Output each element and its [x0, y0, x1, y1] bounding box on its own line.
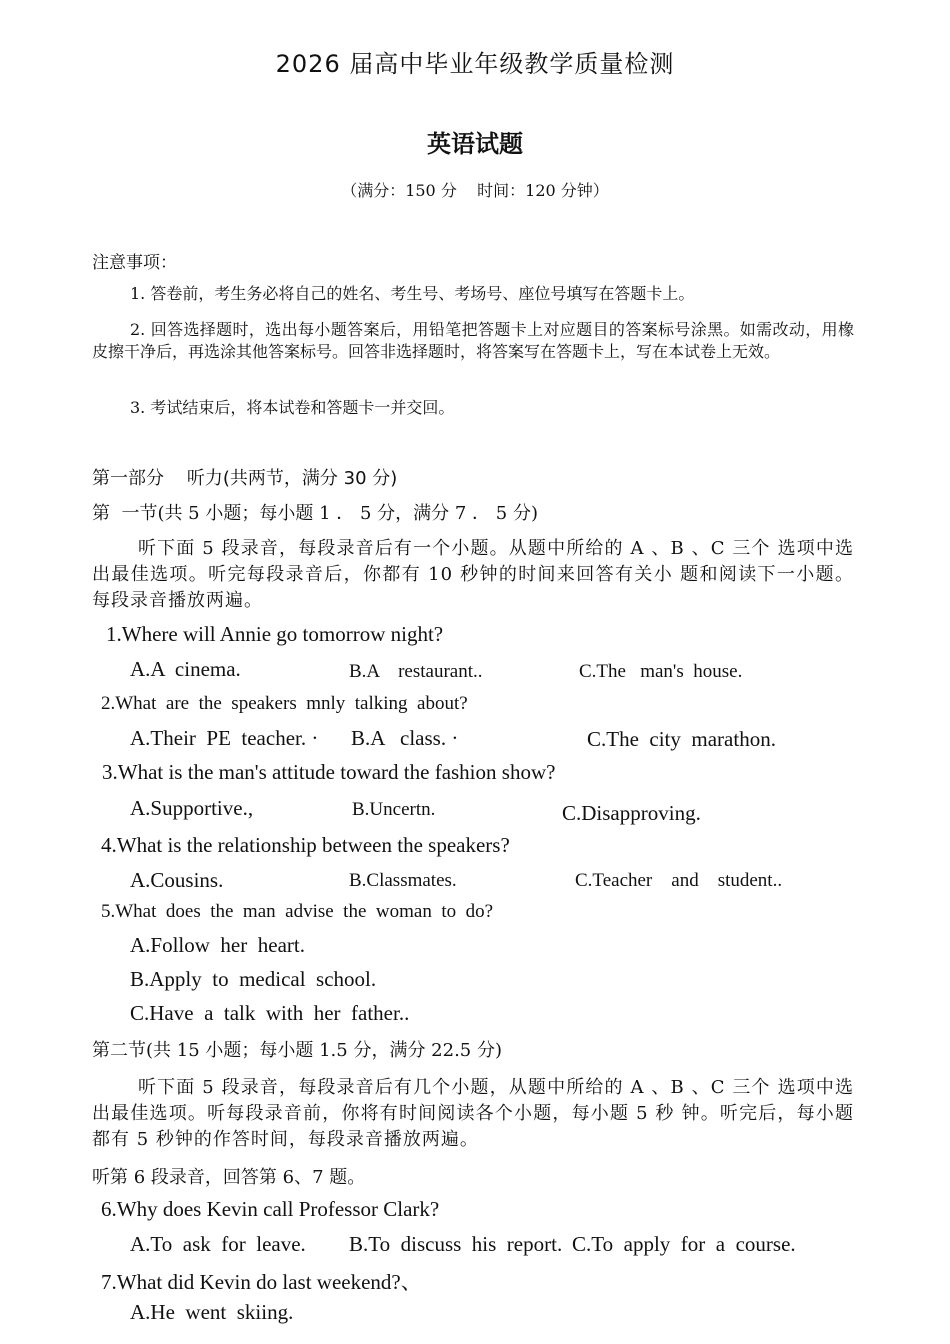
notice-item-2: 2. 回答选择题时，选出每小题答案后，用铅笔把答题卡上对应题目的答案标号涂黑。如需改动，用橡皮擦干净后，再选涂其他答案标号。回答非选择题时，将答案写在答题卡上，写在本试卷上无效。 [92, 320, 854, 361]
question-3-option-a[interactable]: A.Supportive., [130, 796, 254, 820]
part1-heading: 第一部分 听力(共两节，满分 30 分) [92, 468, 398, 489]
question-4-option-c[interactable]: C.Teacher and student.. [575, 870, 783, 891]
question-1-option-a[interactable]: A.A cinema. [130, 657, 241, 681]
notice-heading: 注意事项： [92, 253, 177, 273]
question-2-option-a[interactable]: A.Their PE teacher. · [130, 726, 319, 750]
subject-title: 英语试题 [427, 130, 523, 158]
question-6-option-b[interactable]: B.To discuss his report. [349, 1232, 563, 1256]
group-intro: 听第 6 段录音，回答第 6、7 题。 [92, 1167, 366, 1188]
question-6-option-c[interactable]: C.To apply for a course. [572, 1232, 796, 1256]
question-1-option-c[interactable]: C.The man's house. [579, 661, 743, 682]
question-3-option-c[interactable]: C.Disapproving. [562, 801, 701, 825]
question-1-option-b[interactable]: B.A restaurant.. [349, 661, 483, 682]
question-6-option-a[interactable]: A.To ask for leave. [130, 1232, 306, 1256]
question-3-option-b[interactable]: B.Uncertn. [352, 799, 436, 820]
question-2-option-c[interactable]: C.The city marathon. [587, 727, 776, 751]
score-time: （满分：150 分 时间：120 分钟） [341, 181, 609, 200]
exam-title: 2026 届高中毕业年级教学质量检测 [275, 50, 675, 78]
question-1-stem: 1.Where will Annie go tomorrow night? [106, 622, 444, 646]
notice-item-3: 3. 考试结束后，将本试卷和答题卡一并交回。 [130, 398, 455, 417]
question-5-stem: 5.What does the man advise the woman to do? [101, 901, 494, 922]
section1-heading: 第 一节(共 5 小题；每小题 1 ． 5 分，满分 7 ． 5 分) [92, 503, 538, 524]
question-3-stem: 3.What is the man's attitude toward the fashion show? [102, 760, 556, 784]
question-4-option-a[interactable]: A.Cousins. [130, 868, 224, 892]
section2-instructions: 听下面 5 段录音，每段录音后有几个小题，从题中所给的 A 、B 、C 三个 选项中选出最佳选项。听每段录音前，你将有时间阅读各个小题，每小题 5 秒 钟。听完后，每小题都有 5 秒钟的作答时间，每段录音播放两遍。 [92, 1077, 854, 1150]
question-4-stem: 4.What is the relationship between the speakers? [101, 833, 510, 857]
section1-instructions: 听下面 5 段录音，每段录音后有一个小题。从题中所给的 A 、B 、C 三个 选项中选出最佳选项。听完每段录音后，你都有 10 秒钟的时间来回答有关小 题和阅读下一小题。每段录音播放两遍。 [92, 538, 854, 611]
question-5-option-b[interactable]: B.Apply to medical school. [130, 967, 377, 991]
question-7-stem: 7.What did Kevin do last weekend?、 [101, 1270, 422, 1294]
question-2-stem: 2.What are the speakers mnly talking about? [101, 693, 468, 714]
question-5-option-c[interactable]: C.Have a talk with her father.. [130, 1001, 410, 1025]
section2-heading: 第二节(共 15 小题；每小题 1.5 分，满分 22.5 分) [92, 1040, 502, 1061]
question-5-option-a[interactable]: A.Follow her heart. [130, 933, 305, 957]
question-4-option-b[interactable]: B.Classmates. [349, 870, 457, 891]
question-6-stem: 6.Why does Kevin call Professor Clark? [101, 1197, 440, 1221]
question-7-option-a[interactable]: A.He went skiing. [130, 1300, 294, 1324]
question-2-option-b[interactable]: B.A class. · [351, 726, 459, 750]
notice-item-1: 1. 答卷前，考生务必将自己的姓名、考生号、考场号、座位号填写在答题卡上。 [130, 284, 695, 303]
